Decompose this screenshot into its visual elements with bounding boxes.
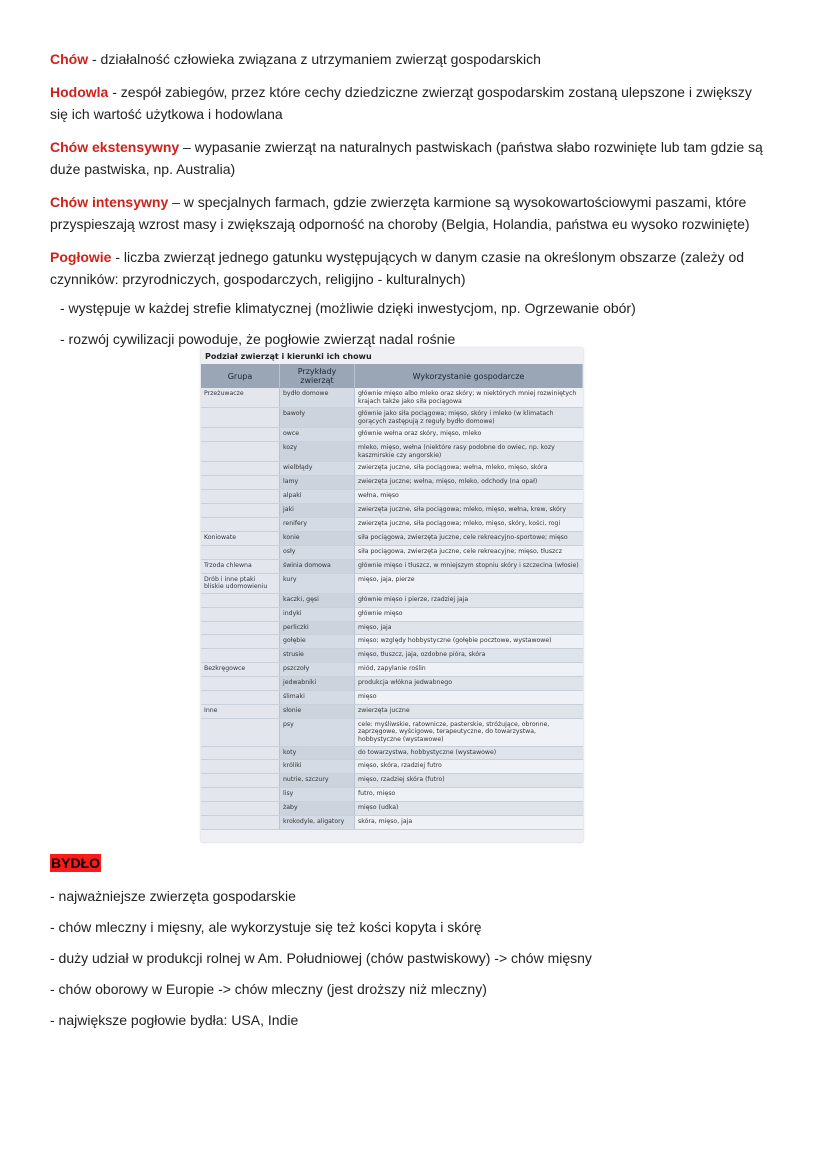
animal-cell: strusie — [280, 649, 355, 663]
use-cell: mięso, jaja — [355, 621, 583, 635]
term: Pogłowie — [50, 249, 112, 265]
table-row — [201, 635, 583, 649]
group-cell — [201, 649, 280, 663]
table-row — [201, 462, 583, 476]
table-row — [201, 476, 583, 490]
table-row — [201, 545, 583, 559]
table-row — [201, 677, 583, 691]
animal-cell: jedwabniki — [280, 677, 355, 691]
group-cell — [201, 428, 280, 442]
group-cell — [201, 518, 280, 532]
use-cell: głównie mięso — [355, 607, 583, 621]
group-cell — [201, 718, 280, 746]
group-cell — [201, 746, 280, 760]
animal-cell: pszczoły — [280, 663, 355, 677]
animal-cell: gołębie — [280, 635, 355, 649]
definition-poglowie — [50, 246, 770, 290]
definition-text: – w specjalnych farmach, gdzie zwierzęta karmione są wysokowartościowymi paszami, które przyspieszają wzrost masy i zwiększają odporność na choroby (Belgia, Holandia, państwa eu wysoko rozwinięte) — [50, 194, 750, 232]
table-row — [201, 774, 583, 788]
use-cell: wełna, mięso — [355, 490, 583, 504]
definition-text: - zespół zabiegów, przez które cechy dziedziczne zwierząt gospodarskim zostaną ulepszone i zwiększy się ich wartość użytkowa i hodowlana — [50, 84, 752, 122]
animal-cell: słonie — [280, 704, 355, 718]
table-photo — [201, 348, 583, 842]
use-cell: skóra, mięso, jaja — [355, 816, 583, 830]
use-cell: siła pociągowa, zwierzęta juczne, cele rekreacyjno-sportowe; mięso — [355, 531, 583, 545]
group-cell — [201, 462, 280, 476]
table-row — [201, 388, 583, 408]
group-cell — [201, 677, 280, 691]
group-cell — [201, 788, 280, 802]
term: Chów — [50, 51, 89, 67]
use-cell: głównie wełna oraz skóry, mięso, mleko — [355, 428, 583, 442]
table-row — [201, 802, 583, 816]
bydlo-list — [50, 885, 770, 1040]
table-row — [201, 490, 583, 504]
use-cell: mięso, jaja, pierze — [355, 573, 583, 593]
group-cell — [201, 635, 280, 649]
animal-cell: żaby — [280, 802, 355, 816]
use-cell: mięso (udka) — [355, 802, 583, 816]
animal-cell: nutrie, szczury — [280, 774, 355, 788]
group-cell — [201, 593, 280, 607]
list-item: - największe pogłowie bydła: USA, Indie — [50, 1012, 299, 1028]
group-cell: Trzoda chlewna — [201, 559, 280, 573]
definition-chow-intensywny — [50, 191, 770, 235]
table-row — [201, 607, 583, 621]
column-header-group: Grupa — [201, 364, 280, 388]
group-cell — [201, 408, 280, 428]
table-row — [201, 504, 583, 518]
animal-cell: kaczki, gęsi — [280, 593, 355, 607]
table-row — [201, 593, 583, 607]
column-header-animals: Przykłady zwierząt — [280, 364, 355, 388]
animal-cell: bawoły — [280, 408, 355, 428]
table-row — [201, 663, 583, 677]
table-row — [201, 746, 583, 760]
group-cell: Inne — [201, 704, 280, 718]
term: Chów intensywny — [50, 194, 169, 210]
group-cell: Koniowate — [201, 531, 280, 545]
group-cell — [201, 476, 280, 490]
use-cell: mięso; względy hobbystyczne (gołębie pocztowe, wystawowe) — [355, 635, 583, 649]
table-row — [201, 573, 583, 593]
table-row — [201, 704, 583, 718]
animal-cell: lisy — [280, 788, 355, 802]
animal-cell: osły — [280, 545, 355, 559]
term: Chów ekstensywny — [50, 139, 180, 155]
use-cell: miód, zapylanie roślin — [355, 663, 583, 677]
table-row — [201, 788, 583, 802]
table-row — [201, 718, 583, 746]
use-cell: mięso, skóra, rzadziej futro — [355, 760, 583, 774]
animal-cell: bydło domowe — [280, 388, 355, 408]
table-title: Podział zwierząt i kierunki ich chowu — [205, 352, 372, 361]
definition-chow — [50, 48, 770, 70]
use-cell: mięso — [355, 691, 583, 705]
use-cell: do towarzystwa, hobbystyczne (wystawowe) — [355, 746, 583, 760]
table-row — [201, 442, 583, 462]
use-cell: zwierzęta juczne, siła pociągowa; mleko, mięso, wełna, krew, skóry — [355, 504, 583, 518]
table-row — [201, 518, 583, 532]
animal-cell: ślimaki — [280, 691, 355, 705]
animal-cell: owce — [280, 428, 355, 442]
definition-hodowla — [50, 81, 770, 125]
use-cell: mięso, tłuszcz, jaja, ozdobne pióra, skóra — [355, 649, 583, 663]
table-row — [201, 621, 583, 635]
animal-cell: świnia domowa — [280, 559, 355, 573]
use-cell: mleko, mięso, wełna (niektóre rasy podobne do owiec, np. kozy kaszmirskie czy angorskie) — [355, 442, 583, 462]
definition-chow-ekstensywny — [50, 136, 770, 180]
group-cell — [201, 504, 280, 518]
use-cell: głównie mięso i pierze, rzadziej jaja — [355, 593, 583, 607]
table-row — [201, 649, 583, 663]
definition-text: – wypasanie zwierząt na naturalnych pastwiskach (państwa słabo rozwinięte lub tam gdzie są duże pastwiska, np. Australia) — [50, 139, 763, 177]
use-cell: zwierzęta juczne; wełna, mięso, mleko, odchody (na opał) — [355, 476, 583, 490]
use-cell: produkcja włókna jedwabnego — [355, 677, 583, 691]
animal-cell: jaki — [280, 504, 355, 518]
term: Hodowla — [50, 84, 109, 100]
definition-text: - liczba zwierząt jednego gatunku występujących w danym czasie na określonym obszarze (zależy od czynników: przyrodniczych, gospodarczych, religijno - kulturalnych) — [50, 249, 745, 287]
group-cell — [201, 816, 280, 830]
table-row — [201, 559, 583, 573]
animal-cell: indyki — [280, 607, 355, 621]
use-cell: głównie mięso albo mleko oraz skóry; w niektórych mniej rozwiniętych krajach także jako siła pociągowa — [355, 388, 583, 408]
poglowie-bullet: - rozwój cywilizacji powoduje, że pogłowie zwierząt nadal rośnie — [60, 331, 456, 347]
table-body — [201, 388, 583, 829]
group-cell — [201, 760, 280, 774]
animal-cell: kury — [280, 573, 355, 593]
group-cell — [201, 607, 280, 621]
group-cell — [201, 691, 280, 705]
table-row — [201, 691, 583, 705]
animal-cell: konie — [280, 531, 355, 545]
animal-cell: koty — [280, 746, 355, 760]
group-cell: Przeżuwacze — [201, 388, 280, 408]
definition-text: - działalność człowieka związana z utrzymaniem zwierząt gospodarskich — [88, 51, 541, 67]
column-header-use: Wykorzystanie gospodarcze — [355, 364, 583, 388]
notes-page — [50, 48, 770, 359]
table-row — [201, 428, 583, 442]
use-cell: futro, mięso — [355, 788, 583, 802]
list-item: - chów oborowy w Europie -> chów mleczny (jest droższy niż mleczny) — [50, 981, 487, 997]
section-label-bydlo: BYDŁO — [51, 855, 100, 871]
group-cell — [201, 490, 280, 504]
animal-cell: psy — [280, 718, 355, 746]
animal-cell: renifery — [280, 518, 355, 532]
animal-cell: króliki — [280, 760, 355, 774]
animal-cell: perliczki — [280, 621, 355, 635]
use-cell: mięso, rzadziej skóra (futro) — [355, 774, 583, 788]
animal-cell: krokodyle, aligatory — [280, 816, 355, 830]
list-item: - najważniejsze zwierzęta gospodarskie — [50, 888, 296, 904]
use-cell: cele: myśliwskie, ratownicze, pasterskie, stróżujące, obronne, zaprzęgowe, wyścigowe, terapeutyczne, do towarzystwa, hobbystyczne (wystawowe) — [355, 718, 583, 746]
table-row — [201, 408, 583, 428]
group-cell — [201, 442, 280, 462]
group-cell — [201, 621, 280, 635]
poglowie-bullet: - występuje w każdej strefie klimatycznej (możliwie dzięki inwestycjom, np. Ogrzewanie obór) — [60, 300, 636, 316]
animal-cell: wielbłądy — [280, 462, 355, 476]
animal-cell: alpaki — [280, 490, 355, 504]
use-cell: zwierzęta juczne — [355, 704, 583, 718]
animal-cell: kozy — [280, 442, 355, 462]
use-cell: zwierzęta juczne, siła pociągowa; mleko, mięso, skóry, kości, rogi — [355, 518, 583, 532]
table-row — [201, 760, 583, 774]
use-cell: głównie jako siła pociągowa; mięso, skóry i mleko (w klimatach gorących zastępują z reguły bydło domowe) — [355, 408, 583, 428]
animals-table — [201, 364, 583, 830]
use-cell: głównie mięso i tłuszcz, w mniejszym stopniu skóry i szczecina (włosie) — [355, 559, 583, 573]
group-cell — [201, 545, 280, 559]
animal-cell: lamy — [280, 476, 355, 490]
group-cell — [201, 774, 280, 788]
use-cell: siła pociągowa, zwierzęta juczne, cele rekreacyjne; mięso, tłuszcz — [355, 545, 583, 559]
list-item: - chów mleczny i mięsny, ale wykorzystuje się też kości kopyta i skórę — [50, 919, 482, 935]
table-row — [201, 531, 583, 545]
group-cell — [201, 802, 280, 816]
group-cell: Bezkręgowce — [201, 663, 280, 677]
list-item: - duży udział w produkcji rolnej w Am. Południowej (chów pastwiskowy) -> chów mięsny — [50, 950, 592, 966]
table-row — [201, 816, 583, 830]
use-cell: zwierzęta juczne, siła pociągowa; wełna, mleko, mięso, skóra — [355, 462, 583, 476]
group-cell: Drób i inne ptaki bliskie udomowieniu — [201, 573, 280, 593]
